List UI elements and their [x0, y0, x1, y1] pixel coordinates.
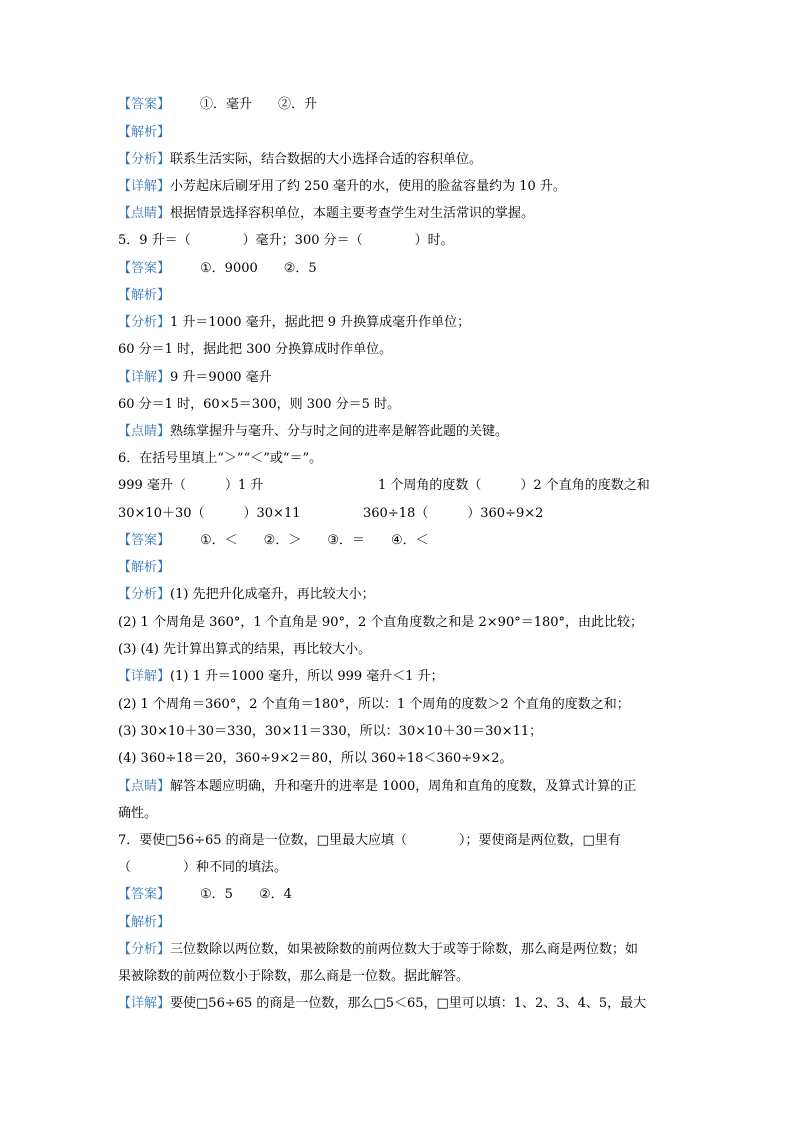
text-line [118, 778, 678, 796]
answer-part: ②．＞ [263, 533, 302, 548]
text-line [118, 450, 678, 468]
paragraph-text: 6．在括号里填上“＞”“＜”或“＝”。 [118, 451, 323, 466]
paragraph-text: (1) 1 升＝1000 毫升，所以 999 毫升＜1 升； [170, 669, 444, 684]
paragraph-text: 9 升＝9000 毫升 [170, 370, 272, 385]
paragraph-text: 60 分＝1 时，据此把 300 分换算成时作单位。 [118, 342, 393, 357]
paragraph-text: (2) 1 个周角＝360°，2 个直角＝180°，所以：1 个周角的度数＞2 个直角的度数之和； [118, 697, 630, 712]
paragraph-text: （ ）种不同的填法。 [118, 860, 288, 875]
section-label: 【详解】 [118, 370, 171, 385]
text-line [118, 396, 678, 414]
text-line [118, 151, 678, 169]
text-line [118, 586, 678, 604]
section-label: 【解析】 [118, 560, 171, 575]
paragraph-text: 联系生活实际，结合数据的大小选择合适的容积单位。 [170, 152, 483, 167]
question-left: 999 毫升（ ）1 升 [118, 478, 264, 493]
text-line [118, 941, 678, 959]
section-label: 【点睛】 [118, 206, 171, 221]
paragraph-text: (2) 1 个周角是 360°，1 个直角是 90°，2 个直角度数之和是 2×90°＝180°，由此比较； [118, 615, 644, 630]
text-line [118, 260, 678, 278]
text-line [118, 423, 678, 441]
section-label: 【解析】 [118, 125, 171, 140]
text-line [118, 532, 678, 550]
question-left: 30×10＋30（ ）30×11 [118, 506, 301, 521]
section-label: 【详解】 [118, 996, 171, 1011]
text-line [118, 995, 678, 1013]
answer-part: ②．4 [258, 887, 292, 902]
question-right: 1 个周角的度数（ ）2 个直角的度数之和 [378, 478, 650, 493]
text-line [118, 832, 678, 850]
text-line [118, 723, 678, 741]
text-line [118, 559, 678, 577]
text-line [118, 477, 678, 495]
answer-label: 【答案】 [118, 97, 171, 112]
answer-part: ③．＝ [327, 533, 365, 548]
text-line [118, 968, 678, 986]
answer-label: 【答案】 [118, 887, 171, 902]
paragraph-text: 熟练掌握升与毫升、分与时之间的进率是解答此题的关键。 [170, 424, 509, 439]
question-right: 360÷18（ ）360÷9×2 [363, 506, 544, 521]
paragraph-text: 小芳起床后刷牙用了约 250 毫升的水，使用的脸盆容量约为 10 升。 [170, 179, 566, 194]
paragraph-text: (4) 360÷18＝20，360÷9×2＝80，所以 360÷18＜360÷9×2。 [118, 751, 513, 766]
section-label: 【点睛】 [118, 424, 171, 439]
paragraph-text: 三位数除以两位数，如果被除数的前两位数大于或等于除数，那么商是两位数；如 [170, 942, 639, 957]
section-label: 【分析】 [118, 315, 171, 330]
paragraph-text: 1 升＝1000 毫升，据此把 9 升换算成毫升作单位； [170, 315, 471, 330]
paragraph-text: 解答本题应明确，升和毫升的进率是 1000，周角和直角的度数，及算式计算的正 [170, 779, 637, 794]
text-line [118, 369, 678, 387]
paragraph-text: 要使□56÷65 的商是一位数，那么□5＜65，□里可以填：1、2、3、4、5，最大 [170, 996, 647, 1011]
paragraph-text: (1) 先把升化成毫升，再比较大小； [170, 587, 375, 602]
paragraph-text: 确性。 [118, 806, 158, 821]
paragraph-text: 7．要使□56÷65 的商是一位数，□里最大应填（ ）；要使商是两位数，□里有 [118, 833, 621, 848]
section-label: 【详解】 [118, 669, 171, 684]
text-line [118, 124, 678, 142]
text-line [118, 614, 678, 632]
answer-part: ②．升 [278, 97, 318, 112]
text-line [118, 314, 678, 332]
paragraph-text: (3) (4) 先计算出算式的结果，再比较大小。 [118, 642, 372, 657]
text-line [118, 750, 678, 768]
text-line [118, 341, 678, 359]
text-line [118, 859, 678, 877]
section-label: 【分析】 [118, 942, 171, 957]
paragraph-text: (3) 30×10＋30＝330，30×11＝330，所以：30×10＋30＝30×11； [118, 724, 543, 739]
answer-part: ①．5 [200, 887, 233, 902]
answer-part: ①．毫升 [200, 97, 253, 112]
text-line [118, 914, 678, 932]
text-line [118, 641, 678, 659]
text-line [118, 96, 678, 114]
answer-part: ①．＜ [200, 533, 238, 548]
answer-label: 【答案】 [118, 533, 171, 548]
text-line [118, 205, 678, 223]
text-line [118, 287, 678, 305]
answer-part: ①．9000 [200, 261, 258, 276]
section-label: 【解析】 [118, 915, 171, 930]
paragraph-text: 根据情景选择容积单位，本题主要考查学生对生活常识的掌握。 [170, 206, 535, 221]
text-line [118, 505, 678, 523]
paragraph-text: 果被除数的前两位数小于除数，那么商是一位数。据此解答。 [118, 969, 470, 984]
section-label: 【分析】 [118, 587, 171, 602]
text-line [118, 178, 678, 196]
answer-part: ④．＜ [390, 533, 429, 548]
section-label: 【分析】 [118, 152, 171, 167]
text-line [118, 805, 678, 823]
section-label: 【详解】 [118, 179, 171, 194]
text-line [118, 232, 678, 250]
paragraph-text: 5．9 升＝（ ）毫升；300 分＝（ ）时。 [118, 233, 454, 248]
section-label: 【解析】 [118, 288, 171, 303]
answer-part: ②．5 [283, 261, 317, 276]
paragraph-text: 60 分＝1 时，60×5＝300，则 300 分＝5 时。 [118, 397, 401, 412]
text-line [118, 696, 678, 714]
answer-label: 【答案】 [118, 261, 171, 276]
text-line [118, 668, 678, 686]
section-label: 【点睛】 [118, 779, 171, 794]
text-line [118, 886, 678, 904]
